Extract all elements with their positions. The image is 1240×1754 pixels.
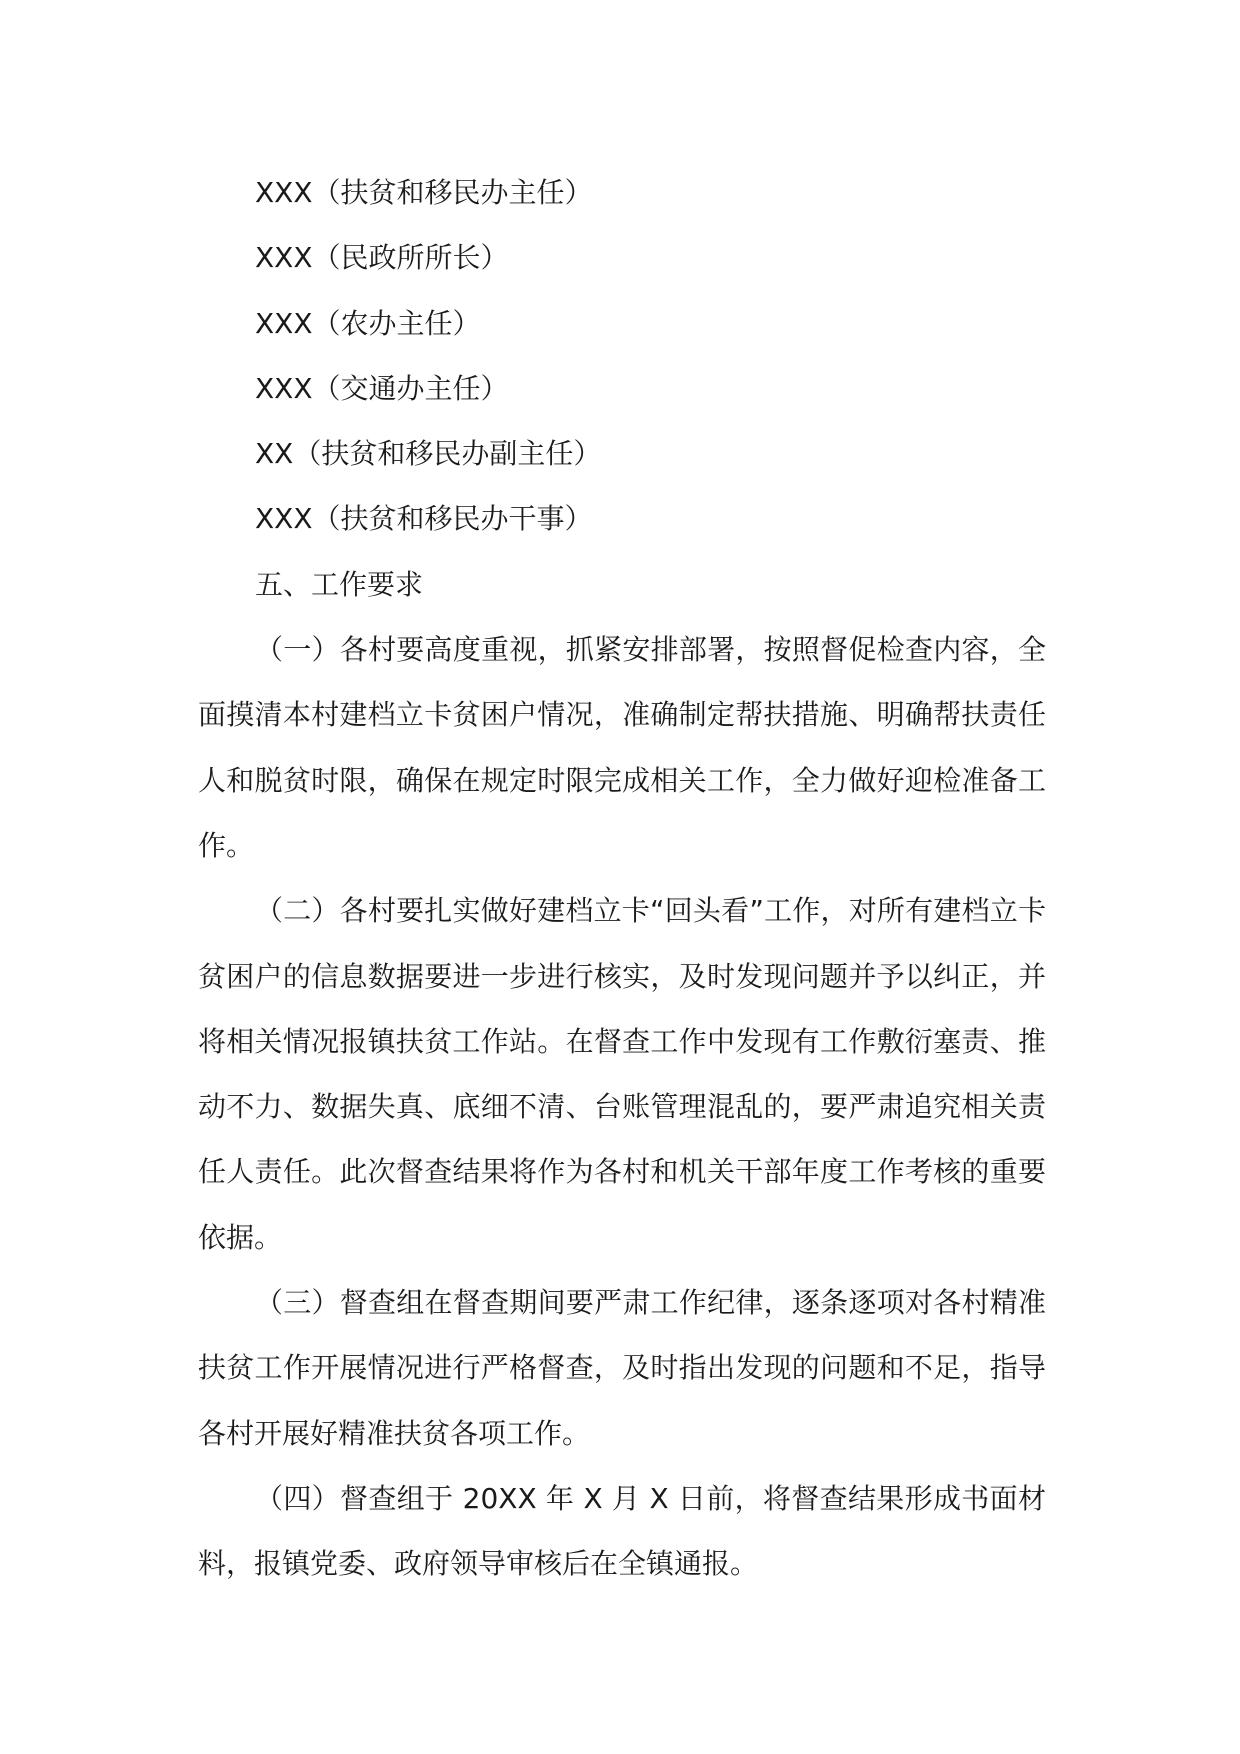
requirements-body [198,617,1046,1596]
document-page [198,160,1046,1597]
requirement-paragraph-1: （一）各村要高度重视，抓紧安排部署，按照督促检查内容，全面摸清本村建档立卡贫困户情况，准确制定帮扶措施、明确帮扶责任人和脱贫时限，确保在规定时限完成相关工作，全力做好迎检准备工作。 [198,633,1046,862]
requirement-paragraph-2: （二）各村要扎实做好建档立卡“回头看”工作，对所有建档立卡贫困户的信息数据要进一步进行核实，及时发现问题并予以纠正，并将相关情况报镇扶贫工作站。在督查工作中发现有工作敷衍塞责、推动不力、数据失真、底细不清、台账管理混乱的，要严肃追究相关责任人责任。此次督查结果将作为各村和机关干部年度工作考核的重要依据。 [198,894,1046,1254]
member-line-5: XX（扶贫和移民办副主任） [255,437,602,471]
member-line-6: XXX（扶贫和移民办干事） [255,502,593,536]
member-line-2: XXX（民政所所长） [255,241,509,275]
member-line-4: XXX（交通办主任） [255,371,509,405]
requirement-paragraph-3: （三）督查组在督查期间要严肃工作纪律，逐条逐项对各村精准扶贫工作开展情况进行严格督查，及时指出发现的问题和不足，指导各村开展好精准扶贫各项工作。 [198,1286,1046,1450]
section-heading: 五、工作要求 [255,567,424,601]
member-line-3: XXX（农办主任） [255,306,481,340]
requirement-paragraph-4: （四）督查组于 20XX 年 X 月 X 日前，将督查结果形成书面材料，报镇党委、政府领导审核后在全镇通报。 [198,1481,1046,1581]
member-line-1: XXX（扶贫和移民办主任） [255,176,593,209]
